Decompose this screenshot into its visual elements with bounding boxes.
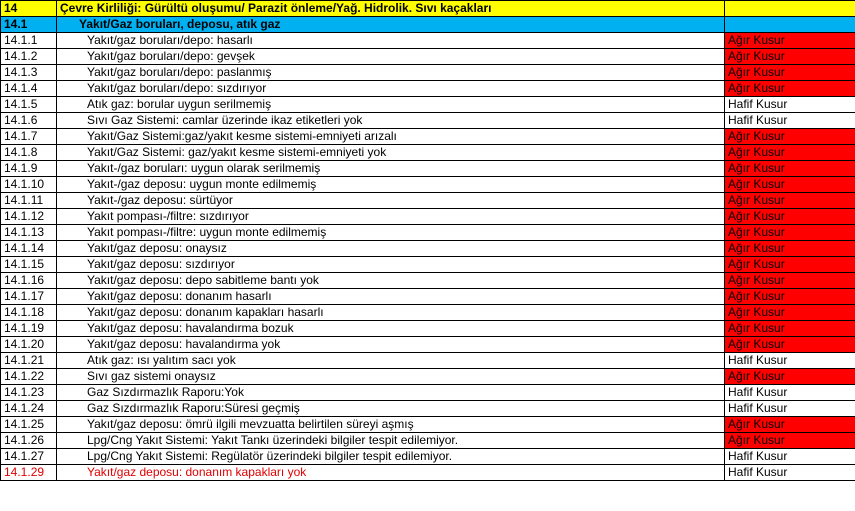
row-code: 14.1.7 (1, 129, 57, 145)
row-description: Yakıt/gaz boruları/depo: gevşek (57, 49, 725, 65)
row-description: Yakıt/gaz boruları/depo: hasarlı (57, 33, 725, 49)
row-severity: Ağır Kusur (725, 33, 855, 49)
row-severity: Hafif Kusur (725, 97, 855, 113)
row-code: 14.1.20 (1, 337, 57, 353)
row-description: Yakıt/gaz boruları/depo: sızdırıyor (57, 81, 725, 97)
row-code: 14.1.6 (1, 113, 57, 129)
table-row (1, 385, 855, 401)
table-row (1, 465, 855, 481)
row-code: 14.1.18 (1, 305, 57, 321)
row-code: 14.1.3 (1, 65, 57, 81)
table-row (1, 433, 855, 449)
row-severity: Ağır Kusur (725, 193, 855, 209)
row-description: Yakıt/gaz deposu: donanım hasarlı (57, 289, 725, 305)
row-code: 14.1.4 (1, 81, 57, 97)
row-code: 14.1.27 (1, 449, 57, 465)
row-description: Yakıt/gaz deposu: havalandırma yok (57, 337, 725, 353)
section-header-row (1, 1, 855, 17)
row-severity: Ağır Kusur (725, 145, 855, 161)
row-code: 14.1.9 (1, 161, 57, 177)
row-description: Yakıt/gaz deposu: depo sabitleme bantı yok (57, 273, 725, 289)
row-code: 14.1.15 (1, 257, 57, 273)
row-severity: Hafif Kusur (725, 113, 855, 129)
row-severity: Ağır Kusur (725, 369, 855, 385)
table-row (1, 113, 855, 129)
row-code: 14.1.10 (1, 177, 57, 193)
row-code: 14.1.29 (1, 465, 57, 481)
table-row (1, 449, 855, 465)
row-description: Sıvı Gaz Sistemi: camlar üzerinde ikaz etiketleri yok (57, 113, 725, 129)
row-description: Lpg/Cng Yakıt Sistemi: Regülatör üzerindeki bilgiler tespit edilemiyor. (57, 449, 725, 465)
row-severity: Ağır Kusur (725, 337, 855, 353)
table-row (1, 145, 855, 161)
table-row (1, 209, 855, 225)
table-row (1, 193, 855, 209)
row-description: Yakıt pompası-/filtre: sızdırıyor (57, 209, 725, 225)
row-code: 14.1.25 (1, 417, 57, 433)
table-row (1, 81, 855, 97)
row-description: Yakıt pompası-/filtre: uygun monte edilmemiş (57, 225, 725, 241)
table-row (1, 65, 855, 81)
table-row (1, 305, 855, 321)
table-row (1, 257, 855, 273)
row-severity: Ağır Kusur (725, 177, 855, 193)
row-severity: Ağır Kusur (725, 289, 855, 305)
row-severity: Ağır Kusur (725, 65, 855, 81)
table-row (1, 401, 855, 417)
row-description: Sıvı gaz sistemi onaysız (57, 369, 725, 385)
row-code: 14.1.5 (1, 97, 57, 113)
table-row (1, 369, 855, 385)
table-row (1, 289, 855, 305)
table-row (1, 321, 855, 337)
table-row (1, 177, 855, 193)
table-row (1, 337, 855, 353)
row-severity: Ağır Kusur (725, 209, 855, 225)
row-severity: Hafif Kusur (725, 449, 855, 465)
row-severity: Ağır Kusur (725, 161, 855, 177)
subsection-title: Yakıt/Gaz boruları, deposu, atık gaz (57, 17, 725, 33)
row-severity: Ağır Kusur (725, 81, 855, 97)
row-code: 14.1.17 (1, 289, 57, 305)
row-code: 14.1.11 (1, 193, 57, 209)
row-severity: Ağır Kusur (725, 417, 855, 433)
row-severity: Ağır Kusur (725, 129, 855, 145)
table-row (1, 417, 855, 433)
row-code: 14.1.26 (1, 433, 57, 449)
row-description: Yakıt/Gaz Sistemi: gaz/yakıt kesme sistemi-emniyeti yok (57, 145, 725, 161)
row-code: 14.1.24 (1, 401, 57, 417)
subsection-code: 14.1 (1, 17, 57, 33)
row-code: 14.1.14 (1, 241, 57, 257)
row-description: Yakıt/gaz deposu: donanım kapakları hasarlı (57, 305, 725, 321)
row-code: 14.1.8 (1, 145, 57, 161)
row-code: 14.1.19 (1, 321, 57, 337)
row-severity: Hafif Kusur (725, 353, 855, 369)
row-severity: Ağır Kusur (725, 273, 855, 289)
table-row (1, 49, 855, 65)
row-code: 14.1.23 (1, 385, 57, 401)
table-row (1, 353, 855, 369)
section-extra (725, 1, 855, 17)
row-code: 14.1.2 (1, 49, 57, 65)
row-description: Yakıt-/gaz boruları: uygun olarak serilmemiş (57, 161, 725, 177)
row-code: 14.1.21 (1, 353, 57, 369)
row-severity: Hafif Kusur (725, 401, 855, 417)
row-description: Yakıt/gaz boruları/depo: paslanmış (57, 65, 725, 81)
row-description: Atık gaz: borular uygun serilmemiş (57, 97, 725, 113)
row-code: 14.1.16 (1, 273, 57, 289)
row-description: Gaz Sızdırmazlık Raporu:Yok (57, 385, 725, 401)
row-severity: Ağır Kusur (725, 305, 855, 321)
table-row (1, 241, 855, 257)
row-code: 14.1.1 (1, 33, 57, 49)
row-description: Yakıt/gaz deposu: donanım kapakları yok (57, 465, 725, 481)
table-row (1, 129, 855, 145)
row-description: Gaz Sızdırmazlık Raporu:Süresi geçmiş (57, 401, 725, 417)
table-row (1, 225, 855, 241)
subsection-extra (725, 17, 855, 33)
row-severity: Ağır Kusur (725, 257, 855, 273)
row-code: 14.1.22 (1, 369, 57, 385)
section-title: Çevre Kirliliği: Gürültü oluşumu/ Parazit önleme/Yağ. Hidrolik. Sıvı kaçakları (57, 1, 725, 17)
row-description: Yakıt/gaz deposu: onaysız (57, 241, 725, 257)
subsection-header-row (1, 17, 855, 33)
row-severity: Ağır Kusur (725, 433, 855, 449)
row-description: Yakıt/gaz deposu: havalandırma bozuk (57, 321, 725, 337)
row-description: Yakıt/gaz deposu: sızdırıyor (57, 257, 725, 273)
row-severity: Hafif Kusur (725, 385, 855, 401)
row-severity: Hafif Kusur (725, 465, 855, 481)
row-description: Yakıt-/gaz deposu: uygun monte edilmemiş (57, 177, 725, 193)
row-severity: Ağır Kusur (725, 241, 855, 257)
row-severity: Ağır Kusur (725, 321, 855, 337)
table-row (1, 33, 855, 49)
row-code: 14.1.13 (1, 225, 57, 241)
row-description: Yakıt-/gaz deposu: sürtüyor (57, 193, 725, 209)
row-severity: Ağır Kusur (725, 225, 855, 241)
row-description: Yakıt/gaz deposu: ömrü ilgili mevzuatta belirtilen süreyi aşmış (57, 417, 725, 433)
table-row (1, 97, 855, 113)
row-description: Yakıt/Gaz Sistemi:gaz/yakıt kesme sistemi-emniyeti arızalı (57, 129, 725, 145)
row-code: 14.1.12 (1, 209, 57, 225)
row-description: Lpg/Cng Yakıt Sistemi: Yakıt Tankı üzerindeki bilgiler tespit edilemiyor. (57, 433, 725, 449)
row-severity: Ağır Kusur (725, 49, 855, 65)
table-row (1, 273, 855, 289)
table-row (1, 161, 855, 177)
row-description: Atık gaz: ısı yalıtım sacı yok (57, 353, 725, 369)
section-code: 14 (1, 1, 57, 17)
